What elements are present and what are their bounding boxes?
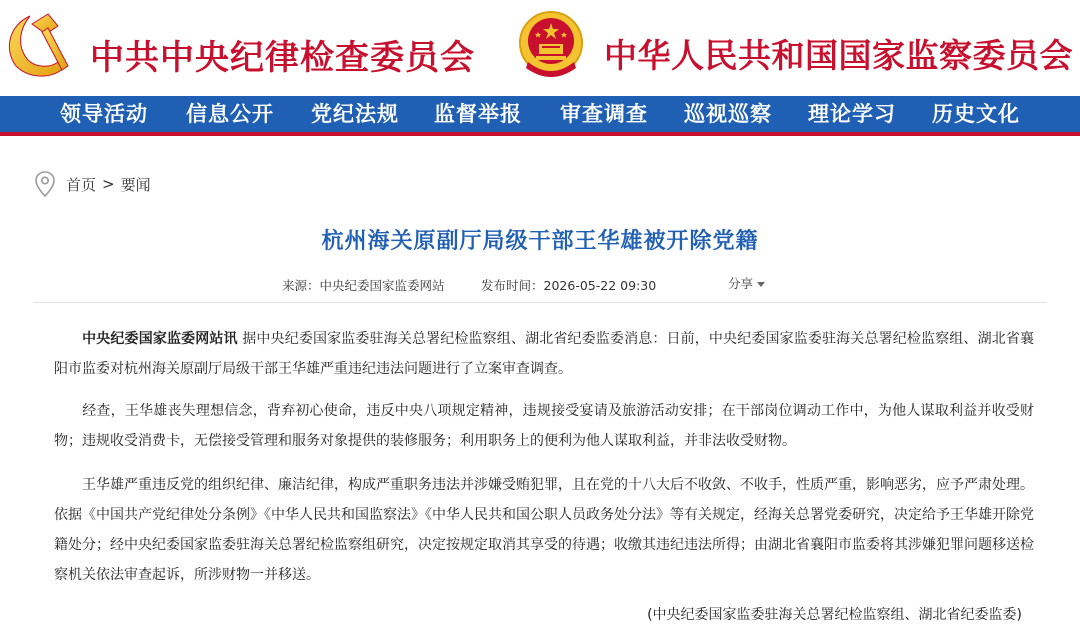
org-name-nsc: 中华人民共和国国家监察委员会 xyxy=(604,36,1073,75)
time-label: 发布时间： xyxy=(481,278,544,293)
article-lead: 中央纪委国家监委网站讯 xyxy=(82,331,238,347)
breadcrumb-home-link[interactable]: 首页 xyxy=(66,175,97,194)
breadcrumb-separator: > xyxy=(102,175,115,193)
article-title: 杭州海关原副厅局级干部王华雄被开除党籍 xyxy=(321,229,759,254)
article-time xyxy=(481,276,656,294)
site-header xyxy=(0,0,1080,96)
article-paragraph-3 xyxy=(54,470,1034,590)
org-name-ccdi: 中共中央纪律检查委员会 xyxy=(90,38,475,78)
article-signature: (中央纪委国家监委驻海关总署纪检监察组、湖北省纪委监委) xyxy=(647,607,1022,623)
article-paragraph-2 xyxy=(54,396,1034,456)
time-value: 2026-05-22 09:30 xyxy=(543,278,657,293)
nav-item-investigation[interactable]: 审查调查 xyxy=(560,101,648,126)
article-paragraph-3-text: 王华雄严重违反党的组织纪律、廉洁纪律，构成严重职务违法并涉嫌受贿犯罪，且在党的十八大后不收敛、不收手，性质严重，影响恶劣，应予严肃处理。依据《中国共产党纪律处分条例》《中华人民共和国监察法》《中华人民共和国公职人员政务处分法》等有关规定，经海关总署党委研究，决定给予王华雄开除党籍处分；经中央纪委国家监委驻海关总署纪检监察组研究，决定按规定取消其享受的待遇；收缴其违纪违法所得；由湖北省襄阳市监委将其涉嫌犯罪问题移送检察机关依法审查起诉，所涉财物一并移送。 xyxy=(54,477,1034,583)
article-paragraph-2-text: 经查，王华雄丧失理想信念，背弃初心使命，违反中央八项规定精神，违规接受宴请及旅游活动安排；在干部岗位调动工作中，为他人谋取利益并收受财物；违规收受消费卡，无偿接受管理和服务对象提供的装修服务；利用职务上的便利为他人谋取利益，并非法收受财物。 xyxy=(54,403,1034,449)
breadcrumb-current-link[interactable]: 要闻 xyxy=(120,175,151,194)
article-meta xyxy=(0,276,1080,296)
source-value: 中央纪委国家监委网站 xyxy=(319,278,445,293)
nav-item-report[interactable]: 监督举报 xyxy=(434,101,522,126)
article-paragraph-1 xyxy=(54,324,1034,384)
national-emblem-icon xyxy=(518,10,584,80)
party-emblem-icon xyxy=(2,6,72,82)
breadcrumb xyxy=(34,170,151,198)
share-button[interactable] xyxy=(728,274,765,292)
nav-item-regulations[interactable]: 党纪法规 xyxy=(311,101,399,126)
nav-item-history[interactable]: 历史文化 xyxy=(932,101,1020,126)
divider xyxy=(34,302,1046,303)
location-pin-icon xyxy=(34,170,56,198)
nav-item-inspection[interactable]: 巡视巡察 xyxy=(684,101,772,126)
article-source xyxy=(282,276,445,294)
source-label: 来源： xyxy=(282,278,320,293)
article-paragraph-1-text: 据中央纪委国家监委驻海关总署纪检监察组、湖北省纪委监委消息：日前，中央纪委国家监委驻海关总署纪检监察组、湖北省襄阳市监委对杭州海关原副厅局级干部王华雄严重违纪违法问题进行了立案审查调查。 xyxy=(54,331,1034,377)
nav-item-leadership[interactable]: 领导活动 xyxy=(60,101,148,126)
caret-down-icon xyxy=(757,282,765,287)
nav-item-theory[interactable]: 理论学习 xyxy=(808,101,896,126)
share-label: 分享 xyxy=(728,276,754,291)
nav-item-info-disclosure[interactable]: 信息公开 xyxy=(186,101,274,126)
main-nav xyxy=(0,96,1080,136)
